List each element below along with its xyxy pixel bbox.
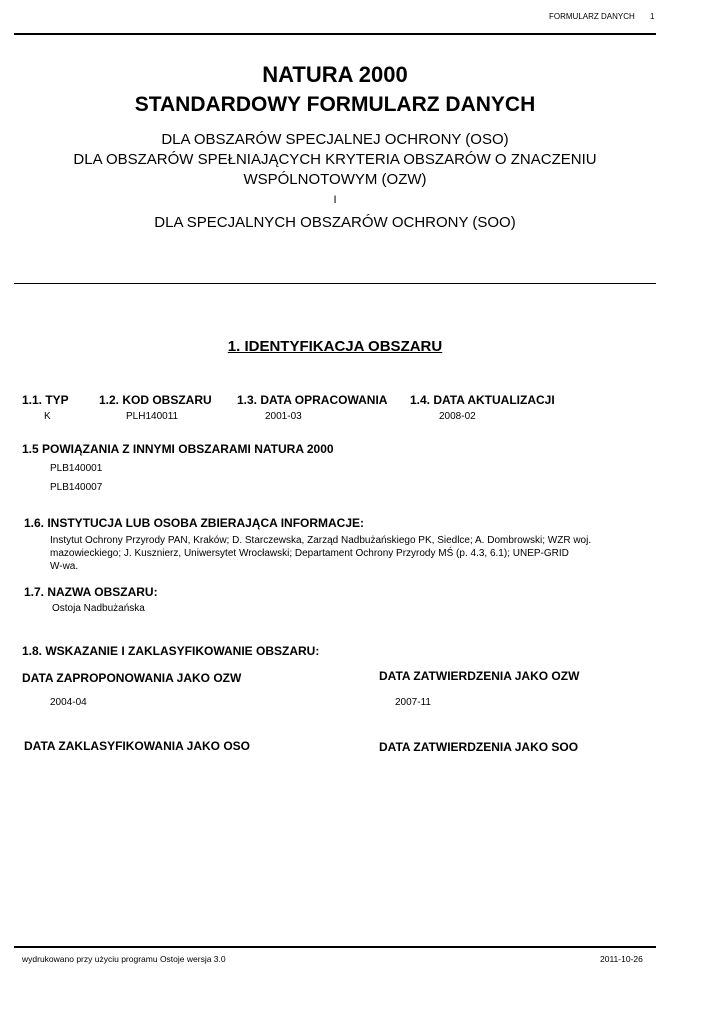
zatw-ozw-label: DATA ZATWIERDZENIA JAKO OZW (379, 669, 580, 683)
footer-date: 2011-10-26 (600, 954, 643, 964)
powiazanie-item: PLB140001 (50, 463, 103, 474)
zatw-soo-label: DATA ZATWIERDZENIA JAKO SOO (379, 740, 579, 754)
powiazania-label: 1.5 POWIĄZANIA Z INNYMI OBSZARAMI NATURA 2000 (22, 442, 334, 456)
nazwa-value: Ostoja Nadbużańska (52, 603, 145, 614)
instytucja-text (50, 534, 656, 573)
prop-ozw-label: DATA ZAPROPONOWANIA JAKO OZW (22, 671, 242, 685)
section-title: 1. IDENTYFIKACJA OBSZARU (227, 338, 443, 355)
title-line-2: DLA OBSZARÓW SPEŁNIAJĄCYCH KRYTERIA OBSZARÓW O ZNACZENIU (73, 151, 597, 168)
title-subtitle: STANDARDOWY FORMULARZ DANYCH (134, 93, 536, 116)
powiazanie-item: PLB140007 (50, 482, 103, 493)
title-line-5: DLA SPECJALNYCH OBSZARÓW OCHRONY (SOO) (154, 214, 516, 231)
title-main: NATURA 2000 (262, 62, 408, 87)
wskazanie-label: 1.8. WSKAZANIE I ZAKLASYFIKOWANIE OBSZARU: (22, 644, 320, 658)
typ-value: K (44, 411, 51, 422)
title-line-4: I (333, 194, 337, 206)
title-rule (14, 283, 656, 284)
title-line-1: DLA OBSZARÓW SPECJALNEJ OCHRONY (OSO) (161, 131, 509, 148)
prop-ozw-value: 2004-04 (50, 697, 87, 708)
zatw-ozw-value: 2007-11 (395, 697, 431, 708)
data-aktualizacji-label: 1.4. DATA AKTUALIZACJI (410, 393, 555, 407)
instytucja-line: mazowieckiego; J. Kusznierz, Uniwersytet Wrocławski; Departament Ochrony Przyrody MŚ (p. 4.3, 6.1); UNEP-GRID (50, 548, 569, 559)
instytucja-label: 1.6. INSTYTUCJA LUB OSOBA ZBIERAJĄCA INFORMACJE: (24, 516, 365, 530)
nazwa-label: 1.7. NAZWA OBSZARU: (24, 585, 158, 599)
footer-printed-with: wydrukowano przy użyciu programu Ostoje wersja 3.0 (22, 954, 226, 964)
header-page-number: 1 (650, 12, 655, 21)
kod-value: PLH140011 (126, 411, 179, 422)
header-rule (14, 33, 656, 35)
kod-label: 1.2. KOD OBSZARU (99, 393, 212, 407)
instytucja-line: W-wa. (50, 561, 79, 572)
typ-label: 1.1. TYP (22, 393, 69, 407)
footer-rule (14, 946, 656, 948)
data-opracowania-label: 1.3. DATA OPRACOWANIA (237, 393, 388, 407)
data-aktualizacji-value: 2008-02 (439, 411, 476, 422)
data-opracowania-value: 2001-03 (265, 411, 302, 422)
header-doc-name: FORMULARZ DANYCH (549, 12, 635, 21)
title-line-3: WSPÓLNOTOWYM (OZW) (243, 171, 427, 188)
instytucja-line: Instytut Ochrony Przyrody PAN, Kraków; D. Starczewska, Zarząd Nadbużańskiego PK, Siedlce; A. Dombrowski; WZR woj. (50, 535, 592, 546)
zakl-oso-label: DATA ZAKLASYFIKOWANIA JAKO OSO (24, 739, 250, 753)
